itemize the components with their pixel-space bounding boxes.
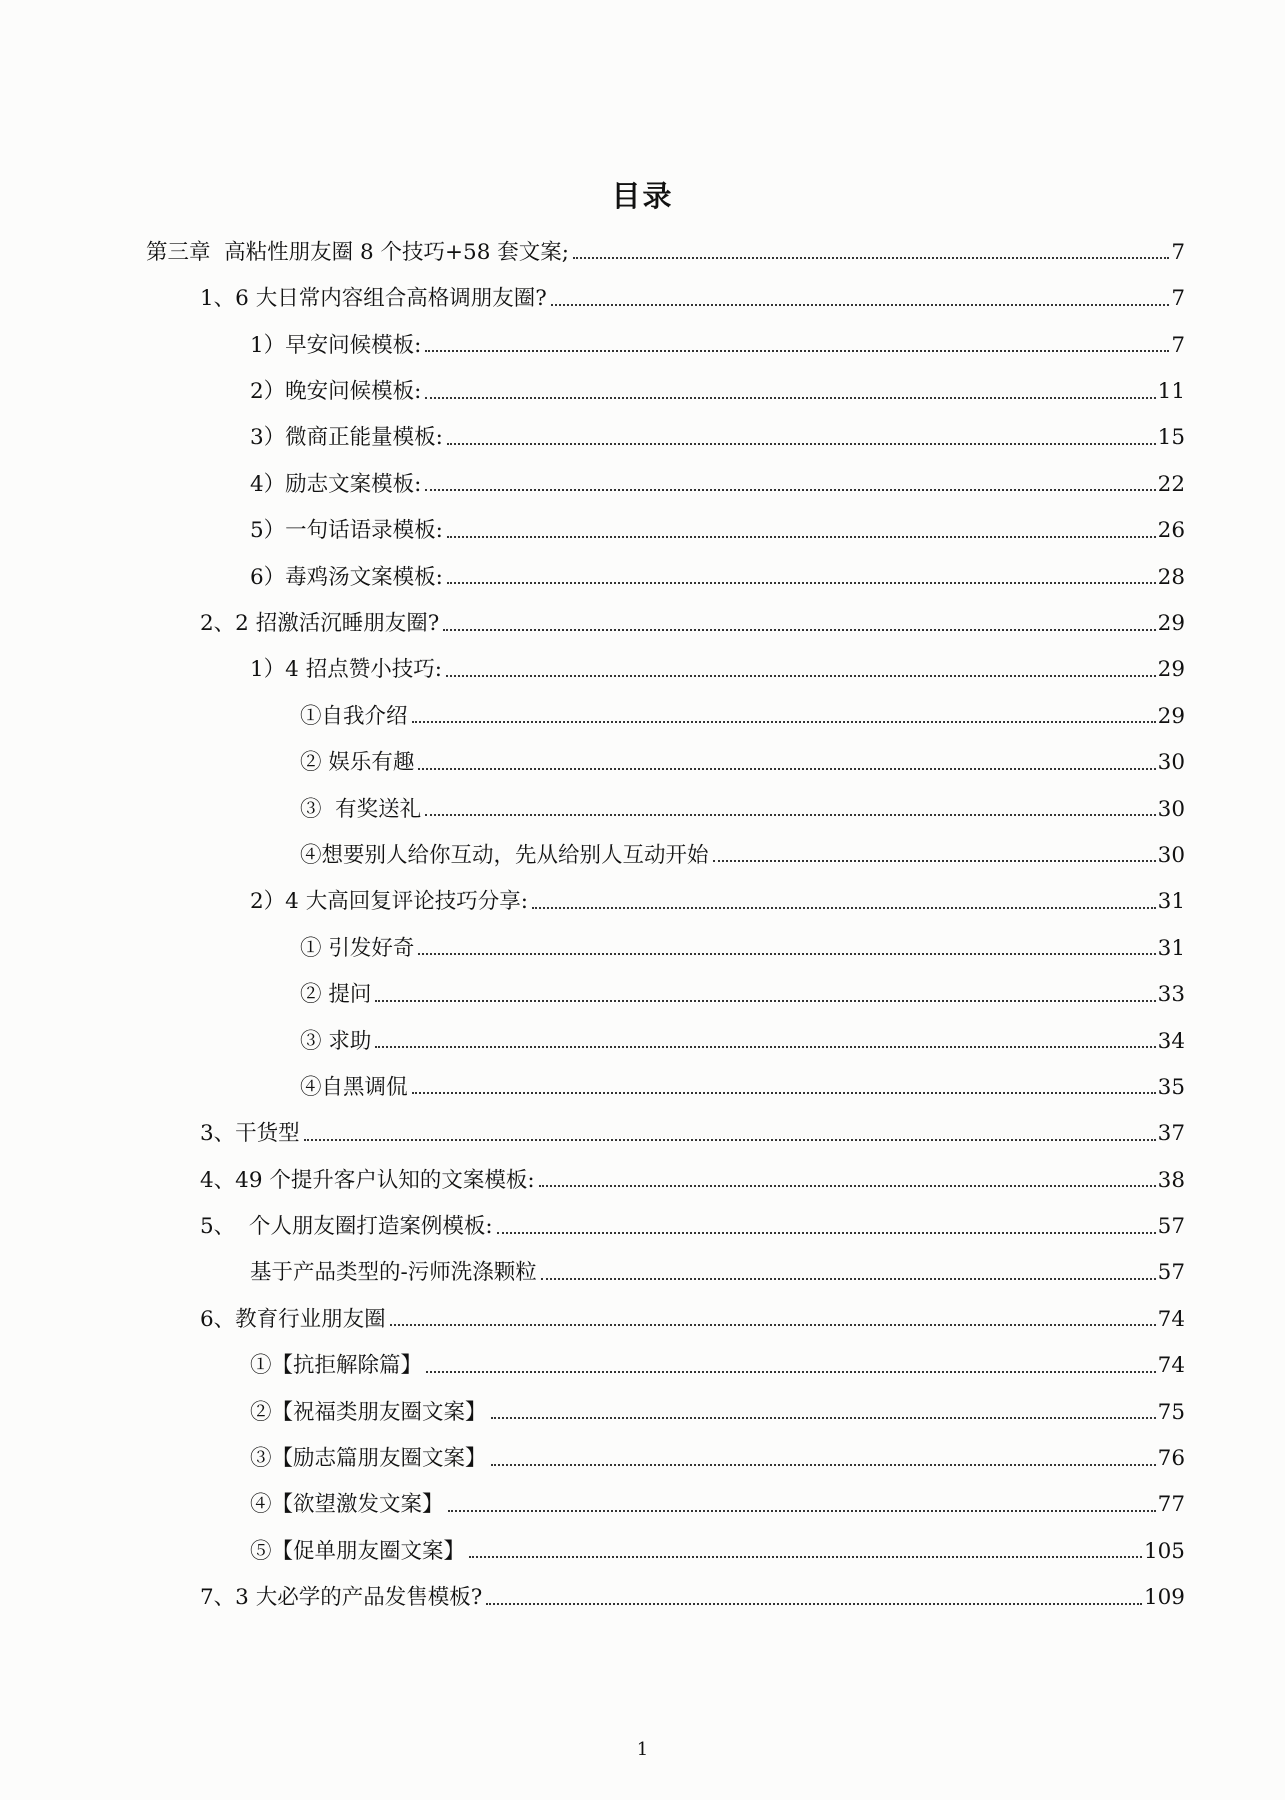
toc-entry[interactable] — [0, 925, 1285, 971]
toc-entry-label: ③【励志篇朋友圈文案】 — [250, 1446, 487, 1472]
toc-entry[interactable] — [0, 647, 1285, 693]
toc-entry-page: 76 — [1157, 1446, 1185, 1472]
dot-leader — [541, 1278, 1156, 1280]
toc-entry-label: ④自黑调侃 — [300, 1074, 408, 1100]
toc-entry[interactable] — [0, 1482, 1285, 1528]
page-number: 1 — [636, 1739, 649, 1760]
dot-leader — [447, 582, 1156, 584]
toc-entry-label: ② 娱乐有趣 — [300, 750, 415, 776]
toc-entry[interactable] — [0, 878, 1285, 924]
dot-leader — [486, 1603, 1142, 1605]
toc-entry-page: 38 — [1157, 1167, 1185, 1193]
toc-entry[interactable] — [0, 1528, 1285, 1574]
dot-leader — [539, 1185, 1156, 1187]
toc-entry[interactable] — [0, 1157, 1285, 1203]
toc-entry[interactable] — [0, 507, 1285, 553]
toc-entry-page: 22 — [1157, 471, 1185, 497]
table-of-contents — [0, 229, 1285, 1621]
toc-entry-page: 75 — [1157, 1399, 1185, 1425]
toc-entry-label: ①【抗拒解除篇】 — [250, 1353, 423, 1379]
toc-entry[interactable] — [0, 1435, 1285, 1481]
toc-entry[interactable] — [0, 461, 1285, 507]
toc-entry[interactable] — [0, 415, 1285, 461]
toc-entry[interactable] — [0, 786, 1285, 832]
dot-leader — [713, 860, 1156, 862]
toc-entry-label: 4）励志文案模板: — [250, 471, 422, 497]
toc-entry-page: 29 — [1157, 611, 1185, 637]
toc-entry-page: 77 — [1157, 1492, 1185, 1518]
dot-leader — [532, 907, 1156, 909]
toc-entry-label: ④想要别人给你互动，先从给别人互动开始 — [300, 842, 709, 868]
dot-leader — [447, 536, 1156, 538]
toc-entry-label: 第三章 高粘性朋友圈 8 个技巧+58 套文案; — [146, 239, 569, 265]
toc-entry-label: ①自我介绍 — [300, 703, 408, 729]
toc-entry[interactable] — [0, 1250, 1285, 1296]
toc-entry-label: 6、教育行业朋友圈 — [200, 1306, 386, 1332]
toc-entry[interactable] — [0, 1018, 1285, 1064]
dot-leader — [390, 1324, 1156, 1326]
toc-entry-page: 30 — [1157, 842, 1185, 868]
toc-entry-label: 1、6 大日常内容组合高格调朋友圈? — [200, 286, 547, 312]
toc-title: 目录 — [611, 179, 674, 213]
toc-entry-label: 3、干货型 — [200, 1121, 300, 1147]
toc-entry-page: 29 — [1157, 657, 1185, 683]
toc-entry-label: 1）4 招点赞小技巧: — [250, 657, 442, 683]
toc-entry-page: 34 — [1157, 1028, 1185, 1054]
toc-entry[interactable] — [0, 275, 1285, 321]
dot-leader — [469, 1556, 1142, 1558]
toc-entry[interactable] — [0, 1110, 1285, 1156]
toc-entry-label: 6）毒鸡汤文案模板: — [250, 564, 443, 590]
toc-entry-page: 7 — [1171, 286, 1185, 312]
dot-leader — [448, 1510, 1156, 1512]
toc-entry-page: 26 — [1157, 518, 1185, 544]
toc-entry[interactable] — [0, 1064, 1285, 1110]
toc-entry-page: 7 — [1171, 332, 1185, 358]
dot-leader — [573, 257, 1169, 259]
toc-entry[interactable] — [0, 1389, 1285, 1435]
toc-entry-label: 5、 个人朋友圈打造案例模板: — [200, 1214, 493, 1240]
toc-entry-page: 57 — [1157, 1214, 1185, 1240]
toc-entry-page: 28 — [1157, 564, 1185, 590]
dot-leader — [418, 953, 1155, 955]
toc-entry[interactable] — [0, 1574, 1285, 1620]
dot-leader — [426, 1371, 1156, 1373]
toc-entry-page: 105 — [1143, 1538, 1185, 1564]
toc-entry-label: 2）晚安问候模板: — [250, 379, 422, 405]
dot-leader — [425, 489, 1155, 491]
toc-entry-page: 33 — [1157, 982, 1185, 1008]
toc-entry-page: 11 — [1157, 379, 1185, 405]
toc-entry-label: 7、3 大必学的产品发售模板? — [200, 1585, 483, 1611]
toc-entry-label: 1）早安问候模板: — [250, 332, 422, 358]
toc-entry[interactable] — [0, 832, 1285, 878]
toc-entry[interactable] — [0, 1296, 1285, 1342]
toc-entry-label: ② 提问 — [300, 982, 372, 1008]
toc-entry-label: 4、49 个提升客户认知的文案模板: — [200, 1167, 535, 1193]
toc-entry[interactable] — [0, 554, 1285, 600]
toc-entry-label: ① 引发好奇 — [300, 935, 415, 961]
dot-leader — [491, 1464, 1156, 1466]
toc-entry-page: 57 — [1157, 1260, 1185, 1286]
toc-entry[interactable] — [0, 693, 1285, 739]
toc-entry[interactable] — [0, 1342, 1285, 1388]
toc-entry-label: ④【欲望激发文案】 — [250, 1492, 444, 1518]
toc-entry-label: 基于产品类型的-污师洗涤颗粒 — [250, 1260, 537, 1286]
toc-entry-label: ②【祝福类朋友圈文案】 — [250, 1399, 487, 1425]
toc-entry-page: 30 — [1157, 750, 1185, 776]
dot-leader — [443, 629, 1155, 631]
toc-entry-page: 35 — [1157, 1074, 1185, 1100]
toc-entry-label: 2）4 大高回复评论技巧分享: — [250, 889, 528, 915]
toc-entry[interactable] — [0, 229, 1285, 275]
dot-leader — [375, 1000, 1155, 1002]
toc-entry-page: 109 — [1143, 1585, 1185, 1611]
dot-leader — [497, 1232, 1156, 1234]
toc-entry-page: 37 — [1157, 1121, 1185, 1147]
toc-entry-page: 7 — [1171, 239, 1185, 265]
toc-entry-label: ③ 求助 — [300, 1028, 372, 1054]
dot-leader — [412, 1092, 1156, 1094]
toc-entry[interactable] — [0, 739, 1285, 785]
dot-leader — [418, 768, 1155, 770]
dot-leader — [304, 1139, 1156, 1141]
toc-entry-label: 3）微商正能量模板: — [250, 425, 443, 451]
dot-leader — [491, 1417, 1156, 1419]
dot-leader — [412, 721, 1156, 723]
toc-entry[interactable] — [0, 600, 1285, 646]
dot-leader — [551, 304, 1170, 306]
toc-entry-page: 15 — [1157, 425, 1185, 451]
toc-entry-label: 2、2 招激活沉睡朋友圈? — [200, 611, 440, 637]
toc-entry-page: 74 — [1157, 1353, 1185, 1379]
toc-entry-label: 5）一句话语录模板: — [250, 518, 443, 544]
toc-entry[interactable] — [0, 322, 1285, 368]
dot-leader — [425, 814, 1155, 816]
toc-entry[interactable] — [0, 1203, 1285, 1249]
toc-entry-label: ③ 有奖送礼 — [300, 796, 422, 822]
dot-leader — [425, 350, 1169, 352]
toc-entry-label: ⑤【促单朋友圈文案】 — [250, 1538, 466, 1564]
toc-entry[interactable] — [0, 368, 1285, 414]
toc-entry-page: 30 — [1157, 796, 1185, 822]
dot-leader — [425, 397, 1155, 399]
dot-leader — [375, 1046, 1155, 1048]
toc-entry[interactable] — [0, 971, 1285, 1017]
toc-entry-page: 31 — [1157, 935, 1185, 961]
dot-leader — [447, 443, 1156, 445]
toc-entry-page: 74 — [1157, 1306, 1185, 1332]
toc-entry-page: 31 — [1157, 889, 1185, 915]
dot-leader — [446, 675, 1156, 677]
toc-entry-page: 29 — [1157, 703, 1185, 729]
